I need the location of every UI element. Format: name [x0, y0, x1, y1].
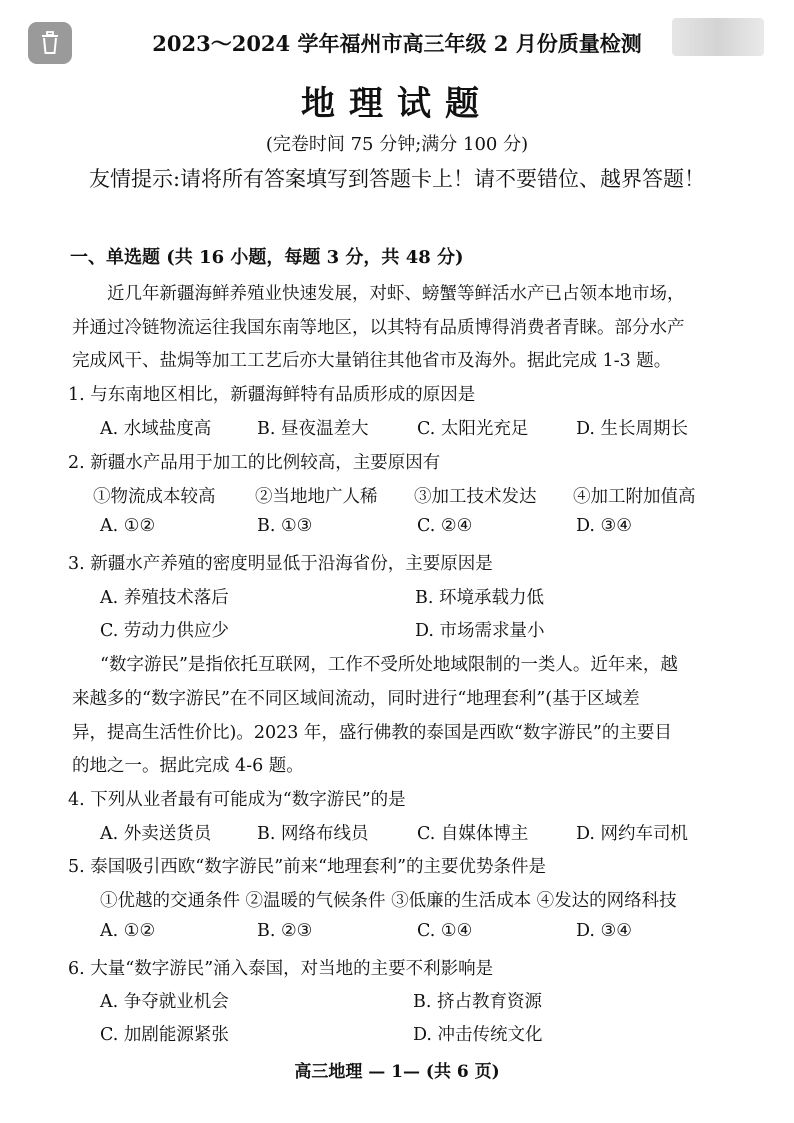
- q1-option-c: C. 太阳光充足: [417, 419, 529, 439]
- q6-option-d: D. 冲击传统文化: [413, 1025, 543, 1045]
- question-4-stem: 4. 下列从业者最有可能成为“数字游民”的是: [68, 790, 406, 810]
- page-footer: 高三地理 — 1— (共 6 页): [294, 1062, 500, 1082]
- q6-option-b: B. 挤占教育资源: [413, 992, 542, 1012]
- q5-option-a: A. ①②: [100, 921, 156, 941]
- passage2-line: 的地之一。据此完成 4-6 题。: [72, 756, 304, 776]
- passage1-line: 并通过冷链物流运往我国东南等地区，以其特有品质博得消费者青睐。部分水产: [72, 318, 685, 338]
- question-3-stem: 3. 新疆水产养殖的密度明显低于沿海省份，主要原因是: [68, 554, 493, 574]
- question-2-stem: 2. 新疆水产品用于加工的比例较高，主要原因有: [68, 453, 441, 473]
- q5-option-c: C. ①④: [417, 921, 473, 941]
- q1-option-a: A. 水域盐度高: [100, 419, 212, 439]
- q3-option-c: C. 劳动力供应少: [100, 621, 229, 641]
- passage1-line: 近几年新疆海鲜养殖业快速发展，对虾、螃蟹等鲜活水产已占领本地市场，: [107, 284, 685, 304]
- q3-option-a: A. 养殖技术落后: [100, 588, 229, 608]
- q3-option-d: D. 市场需求量小: [415, 621, 545, 641]
- q2-option-c: C. ②④: [417, 516, 473, 536]
- passage2-line: 来越多的“数字游民”在不同区域间流动，同时进行“地理套利”(基于区域差: [72, 689, 640, 709]
- q2-option-b: B. ①③: [257, 516, 313, 536]
- question-6-stem: 6. 大量“数字游民”涌入泰国，对当地的主要不利影响是: [68, 959, 494, 979]
- q1-option-b: B. 昼夜温差大: [257, 419, 369, 439]
- exam-info: (完卷时间 75 分钟;满分 100 分): [265, 134, 529, 155]
- question-1-stem: 1. 与东南地区相比，新疆海鲜特有品质形成的原因是: [68, 385, 476, 405]
- q3-option-b: B. 环境承载力低: [415, 588, 544, 608]
- q6-option-a: A. 争夺就业机会: [100, 992, 229, 1012]
- section-heading: 一、单选题 (共 16 小题，每题 3 分，共 48 分): [70, 247, 464, 268]
- passage2-line: 异，提高生活性价比)。2023 年，盛行佛教的泰国是西欧“数字游民”的主要目: [72, 723, 672, 743]
- passage2-line: “数字游民”是指依托互联网，工作不受所处地域限制的一类人。近年来，越: [100, 655, 678, 675]
- subject-title: 地理试题: [301, 84, 493, 124]
- q4-option-c: C. 自媒体博主: [417, 824, 529, 844]
- q2-statement-1: ①物流成本较高: [93, 487, 216, 507]
- q2-option-d: D. ③④: [576, 516, 632, 536]
- q2-option-a: A. ①②: [100, 516, 156, 536]
- q5-option-b: B. ②③: [257, 921, 313, 941]
- q5-option-d: D. ③④: [576, 921, 632, 941]
- q4-option-d: D. 网约车司机: [576, 824, 689, 844]
- q2-statement-3: ③加工技术发达: [414, 487, 537, 507]
- q2-statement-4: ④加工附加值高: [573, 487, 696, 507]
- passage1-line: 完成风干、盐焗等加工工艺后亦大量销往其他省市及海外。据此完成 1-3 题。: [72, 351, 672, 371]
- q5-statements: ①优越的交通条件 ②温暖的气候条件 ③低廉的生活成本 ④发达的网络科技: [100, 891, 677, 911]
- question-5-stem: 5. 泰国吸引西欧“数字游民”前来“地理套利”的主要优势条件是: [68, 857, 547, 877]
- exam-title: 2023～2024 学年福州市高三年级 2 月份质量检测: [152, 31, 642, 56]
- q4-option-a: A. 外卖送货员: [100, 824, 212, 844]
- q6-option-c: C. 加剧能源紧张: [100, 1025, 229, 1045]
- q1-option-d: D. 生长周期长: [576, 419, 689, 439]
- q4-option-b: B. 网络布线员: [257, 824, 369, 844]
- q2-statement-2: ②当地地广人稀: [255, 487, 378, 507]
- reminder-text: 友情提示:请将所有答案填写到答题卡上！请不要错位、越界答题！: [88, 167, 706, 191]
